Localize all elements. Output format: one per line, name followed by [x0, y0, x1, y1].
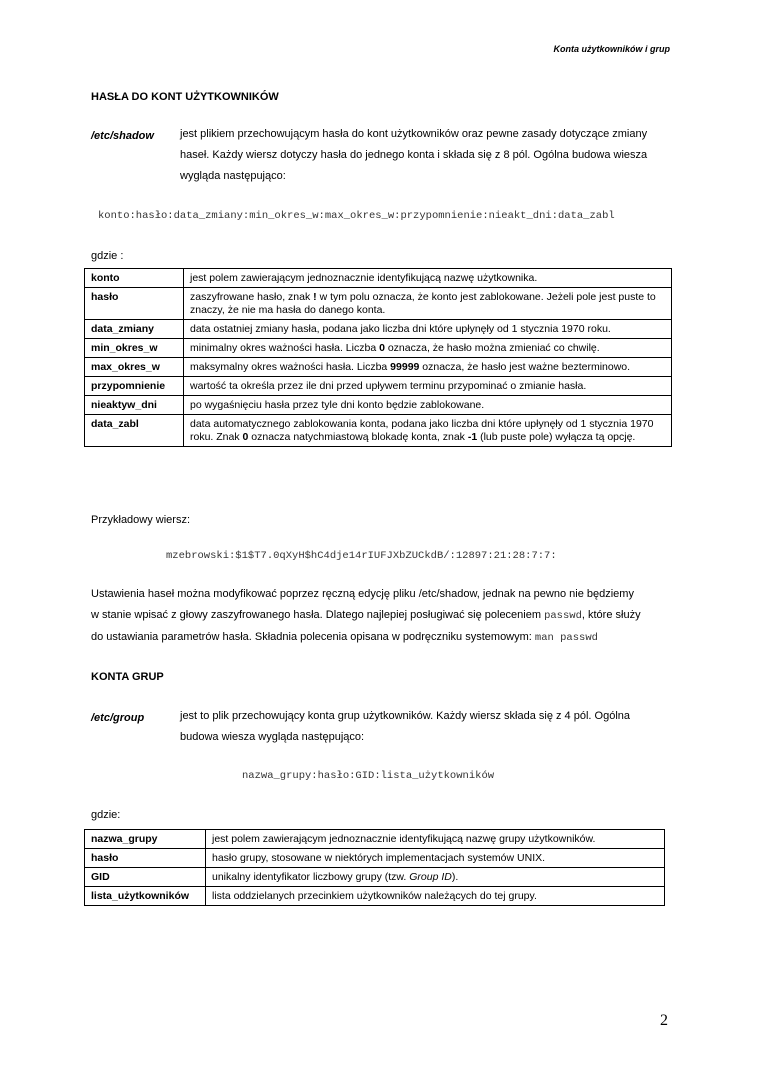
term-etc-shadow: /etc/shadow — [91, 130, 154, 142]
field-key: GID — [85, 868, 206, 887]
desc-line: wygląda następująco: — [180, 170, 286, 182]
table-row — [85, 320, 672, 339]
field-key: przypomnienie — [85, 377, 184, 396]
table-row — [85, 849, 665, 868]
field-key: nieaktyw_dni — [85, 396, 184, 415]
table-row — [85, 396, 672, 415]
table-row — [85, 269, 672, 288]
field-desc: wartość ta określa przez ile dni przed upływem terminu przypominać o zmianie hasła. — [184, 377, 672, 396]
table-row — [85, 358, 672, 377]
desc-line: budowa wiesza wygląda następująco: — [180, 731, 365, 743]
field-desc: hasło grupy, stosowane w niektórych implementacjach systemów UNIX. — [206, 849, 665, 868]
field-desc: data ostatniej zmiany hasła, podana jako liczba dni które upłynęły od 1 stycznia 1970 roku. — [184, 320, 672, 339]
where-label: gdzie: — [91, 809, 121, 821]
table-row — [85, 339, 672, 358]
desc-line: haseł. Każdy wiersz dotyczy hasła do jednego konta i składa się z 8 pól. Ogólna budowa wiesza — [180, 149, 648, 161]
field-key: data_zabl — [85, 415, 184, 447]
where-label: gdzie : — [91, 250, 124, 262]
field-key: min_okres_w — [85, 339, 184, 358]
field-desc: lista oddzielanych przecinkiem użytkowników należących do tej grupy. — [206, 887, 665, 906]
paragraph-line: Ustawienia haseł można modyfikować poprzez ręczną edycję pliku /etc/shadow, jednak na pewno nie będziemy — [91, 588, 634, 600]
field-desc: unikalny identyfikator liczbowy grupy (tzw. Group ID). — [206, 868, 665, 887]
table-row — [85, 288, 672, 320]
shadow-fields-table — [84, 268, 672, 447]
field-desc: data automatycznego zablokowania konta, podana jako liczba dni które upłynęły od 1 stycznia 1970 roku. Znak 0 oznacza natychmiastową blokadę konta, znak -1 (lub puste pole) wyłącza tą opcję. — [184, 415, 672, 447]
field-key: lista_użytkowników — [85, 887, 206, 906]
running-header: Konta użytkowników i grup — [553, 44, 670, 54]
table-row — [85, 868, 665, 887]
term-etc-group: /etc/group — [91, 712, 145, 724]
paragraph-line: do ustawiania parametrów hasła. Składnia polecenia opisana w podręczniku systemowym: man passwd — [91, 631, 598, 644]
paragraph-line: w stanie wpisać z głowy zaszyfrowanego hasła. Dlatego najlepiej posługiwać się poleceniem passwd, które służy — [91, 609, 641, 622]
desc-line: jest plikiem przechowującym hasła do kont użytkowników oraz pewne zasady dotyczące zmiany — [180, 128, 648, 140]
desc-line: jest to plik przechowujący konta grup użytkowników. Każdy wiersz składa się z 4 pól. Ogólna — [180, 710, 630, 722]
table-row — [85, 377, 672, 396]
table-row — [85, 830, 665, 849]
field-desc: po wygaśnięciu hasła przez tyle dni konto będzie zablokowane. — [184, 396, 672, 415]
field-desc: zaszyfrowane hasło, znak ! w tym polu oznacza, że konto jest zablokowane. Jeżeli pole jest puste to znaczy, że nie ma hasła do danego konta. — [184, 288, 672, 320]
shadow-description — [180, 124, 647, 187]
shadow-format-line: konto:hasło:data_zmiany:min_okres_w:max_okres_w:przypomnienie:nieakt_dni:data_zabl — [98, 210, 615, 222]
example-line: mzebrowski:$1$T7.0qXyH$hC4dje14rIUFJXbZUCkdB/:12897:21:28:7:7: — [166, 550, 557, 562]
field-key: data_zmiany — [85, 320, 184, 339]
group-fields-table — [84, 829, 665, 906]
group-description — [180, 706, 630, 748]
field-desc: maksymalny okres ważności hasła. Liczba 99999 oznacza, że hasło jest ważne bezterminowo. — [184, 358, 672, 377]
group-format-line: nazwa_grupy:hasło:GID:lista_użytkowników — [242, 770, 495, 782]
field-desc: minimalny okres ważności hasła. Liczba 0 oznacza, że hasło można zmieniać co chwilę. — [184, 339, 672, 358]
man-passwd-command: man passwd — [534, 632, 598, 644]
field-key: max_okres_w — [85, 358, 184, 377]
field-key: nazwa_grupy — [85, 830, 206, 849]
section-title-groups: KONTA GRUP — [91, 671, 164, 683]
field-key: konto — [85, 269, 184, 288]
passwd-command: passwd — [544, 610, 582, 622]
field-desc: jest polem zawierającym jednoznacznie identyfikującą nazwę użytkownika. — [184, 269, 672, 288]
page-number: 2 — [660, 1012, 668, 1029]
field-desc: jest polem zawierającym jednoznacznie identyfikującą nazwę grupy użytkowników. — [206, 830, 665, 849]
table-row — [85, 415, 672, 447]
shadow-paragraph — [91, 584, 691, 649]
section-title-passwords: HASŁA DO KONT UŻYTKOWNIKÓW — [91, 91, 279, 103]
field-key: hasło — [85, 288, 184, 320]
table-row — [85, 887, 665, 906]
example-label: Przykładowy wiersz: — [91, 514, 191, 526]
field-key: hasło — [85, 849, 206, 868]
